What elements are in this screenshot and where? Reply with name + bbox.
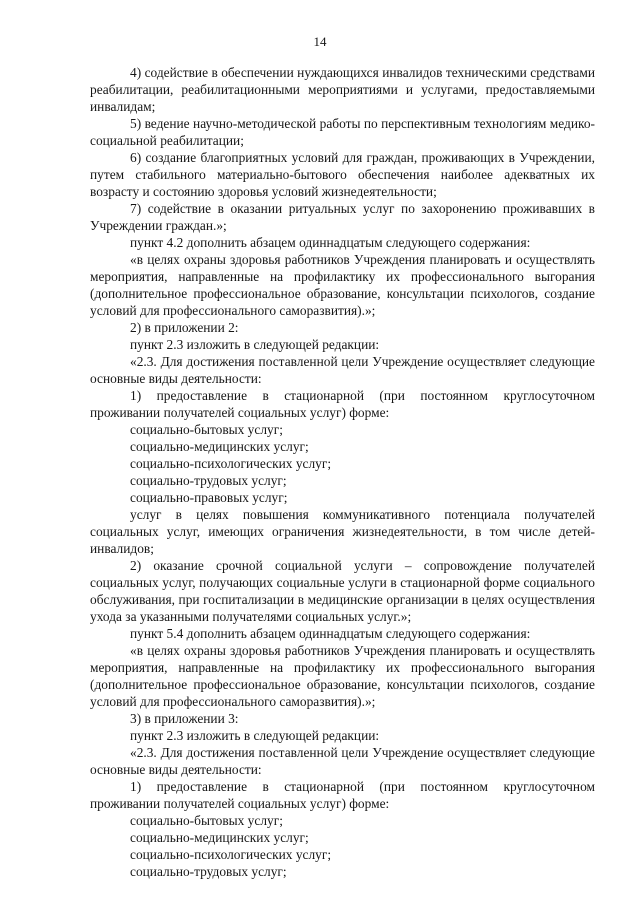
list-item-social-legal-a: социально-правовых услуг; [130,490,288,505]
paragraph-amendment-2-3-b: пункт 2.3 изложить в следующей редакции: [130,728,380,743]
paragraph-stationary-b: 1) предоставление в стационарной (при постоянном круглосуточном проживании получателей социальных услуг) форме: [90,779,595,811]
paragraph-2-3-intro-a: «2.3. Для достижения поставленной цели Учреждение осуществляет следующие основные виды деятельности: [90,354,595,386]
list-item-social-domestic-b: социально-бытовых услуг; [130,813,283,828]
list-item-social-medical-b: социально-медицинских услуг; [130,830,309,845]
paragraph-amendment-2-3-a: пункт 2.3 изложить в следующей редакции: [130,337,380,352]
list-item-social-psych-a: социально-психологических услуг; [130,456,332,471]
page-number: 14 [313,34,327,49]
paragraph-quote-burnout-1: «в целях охраны здоровья работников Учреждения планировать и осуществлять мероприятия, направленные на профилактику их профессионального выгорания (дополнительное профессиональное образование, консультации психологов, создание условий для профессионального саморазвития).»; [90,252,595,318]
paragraph-appendix-2: 2) в приложении 2: [130,320,239,335]
paragraph-item-6: 6) создание благоприятных условий для граждан, проживающих в Учреждении, путем стабильного материально-бытового обеспечения наиболее адекватных их возрасту и состоянию здоровья условий жизнедеятельности; [90,150,595,199]
list-item-social-medical-a: социально-медицинских услуг; [130,439,309,454]
document-body [90,64,595,880]
paragraph-item-7: 7) содействие в оказании ритуальных услуг по захоронению проживавших в Учреждении граждан.»; [90,201,595,233]
paragraph-stationary-a: 1) предоставление в стационарной (при постоянном круглосуточном проживании получателей социальных услуг) форме: [90,388,595,420]
list-item-social-labor-a: социально-трудовых услуг; [130,473,287,488]
paragraph-amendment-4-2: пункт 4.2 дополнить абзацем одиннадцатым следующего содержания: [130,235,531,250]
list-item-social-labor-b: социально-трудовых услуг; [130,864,287,879]
paragraph-quote-burnout-2: «в целях охраны здоровья работников Учреждения планировать и осуществлять мероприятия, направленные на профилактику их профессионального выгорания (дополнительное профессиональное образование, консультации психологов, создание условий для профессионального саморазвития).»; [90,643,595,709]
list-item-social-domestic-a: социально-бытовых услуг; [130,422,283,437]
paragraph-item-4: 4) содействие в обеспечении нуждающихся инвалидов техническими средствами реабилитации, реабилитационными мероприятиями и услугами, предоставляемыми инвалидам; [90,65,595,114]
paragraph-urgent-service: 2) оказание срочной социальной услуги – сопровождение получателей социальных услуг, получающих социальные услуги в стационарной форме социального обслуживания, при госпитализации в медицинские организации в целях осуществления ухода за указанными получателями социальных услуг.»; [90,558,595,624]
paragraph-communicative: услуг в целях повышения коммуникативного потенциала получателей социальных услуг, имеющих ограничения жизнедеятельности, в том числе детей-инвалидов; [90,507,595,556]
paragraph-item-5: 5) ведение научно-методической работы по перспективным технологиям медико-социальной реабилитации; [90,116,595,148]
paragraph-2-3-intro-b: «2.3. Для достижения поставленной цели Учреждение осуществляет следующие основные виды деятельности: [90,745,595,777]
list-item-social-psych-b: социально-психологических услуг; [130,847,332,862]
paragraph-amendment-5-4: пункт 5.4 дополнить абзацем одиннадцатым следующего содержания: [130,626,531,641]
paragraph-appendix-3: 3) в приложении 3: [130,711,239,726]
